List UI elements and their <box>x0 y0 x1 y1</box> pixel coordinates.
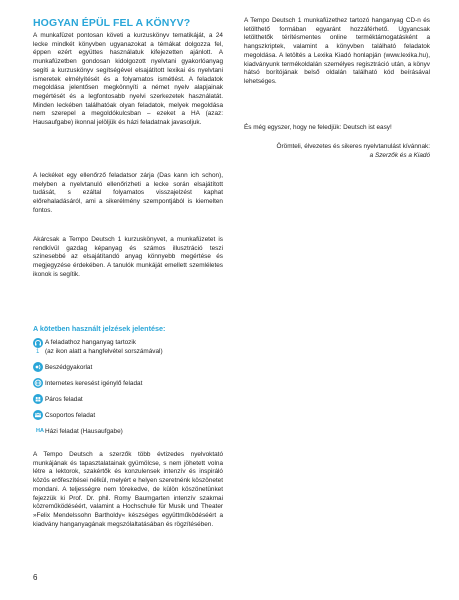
group-icon <box>33 410 43 420</box>
legend-audio-sub: (az ikon alatt a hangfelvétel sorszámával) <box>45 348 163 355</box>
headphones-icon <box>33 338 43 348</box>
page-number: 6 <box>33 573 38 582</box>
acknowledgement-paragraph <box>33 451 223 529</box>
pair-icon <box>33 394 43 404</box>
legend-homework-label: Házi feladat (Hausaufgabe) <box>45 428 123 435</box>
download-paragraph <box>244 17 430 87</box>
right-paragraph-3: Örömteli, élvezetes és sikeres nyelvtanulást kívánnak: <box>276 143 430 150</box>
paragraph-3: Akárcsak a Tempo Deutsch 1 kurzuskönyvet, a munkafüzetet is rendkívül gazdag képanyag és számos illusztráció teszi színesebbé az elsajátítandó anyag könnyebb megértése és megjegyzése érdekében. A tanulók munkáját emellett szemléletes ikonok is segítik. <box>33 236 223 278</box>
intro-paragraph <box>33 32 223 128</box>
paragraph-1: A munkafüzet pontosan követi a kurzuskönyv tematikáját, a 24 lecke mindkét könyvben ugyanazokat a témákat dolgozza fel, éppen ezért együttes használatuk kifejezetten ajánlott. A munkafüzetben gondosan kidolgozott nyelvtani gyakorlóanyag segíti a kurzuskönyv segítségével elsajátított lexikai és nyelvtani ismeretek elmélyítését és a folyamatos ismétlést. A feladatok megoldása jelentősen megkönnyíti a német nyelv alapjainak megértését és a legfontosabb nyelvi szerkezetek használatát. Minden leckében találhatóak olyan feladatok, melyek megoldása nem szerepel a megoldókulcsban – ezeket a HA (azaz: Hausaufgabe) ikonnal jelöljük és házi feladatnak javasoljuk. <box>33 32 223 127</box>
paragraph-2: A leckéket egy ellenőrző feladatsor zárja (Das kann ich schon), melyben a nyelvtanuló ellenőrizheti a lecke során elsajátított tudását, s ezáltal folyamatos visszajelzést kaphat előrehaladásáról, ami a sikerélmény szempontjából is kiemelten fontos. <box>33 172 223 214</box>
paragraph-4: A Tempo Deutsch a szerzők több évtizedes nyelvoktató munkájának és tapasztalatainak gyümölcse, s nem jöhetett volna létre a lektorok, szakértők és konzulensek intenzív és inspiráló közös erőfeszítései nélkül, melyért e helyen szeretnénk köszönetet mondani. A teljességre nem törekedve, de külön köszönetünket fejezzük ki Prof. Dr. phil. Romy Baumgarten intenzív szakmai közreműködéséért, valamint a Hochschule für Musik und Theater »Felix Mendelssohn Bartholdy« készséges együttműködéséért a kiadvány hanganyagának megszólaltatásában és rögzítésében. <box>33 451 223 528</box>
legend-speech-label: Beszédgyakorlat <box>45 364 93 371</box>
legend-pair-label: Páros feladat <box>45 396 83 403</box>
page-heading: HOGYAN ÉPÜL FEL A KÖNYV? <box>33 17 191 29</box>
closing-line <box>244 124 430 133</box>
illustration-paragraph <box>33 236 223 280</box>
ha-icon: HA <box>36 428 44 434</box>
legend-internet-label: Internetes keresést igénylő feladat <box>45 380 143 387</box>
globe-icon <box>33 378 43 388</box>
track-number: 1 <box>36 349 40 355</box>
review-paragraph <box>33 172 223 216</box>
signature: a Szerzők és a Kiadó <box>369 151 430 159</box>
wishes-block <box>244 143 430 160</box>
legend-title: A kötetben használt jelzések jelentése: <box>33 324 166 333</box>
speech-icon <box>33 362 43 372</box>
right-paragraph-2: És még egyszer, hogy ne feledjük: Deutsch ist easy! <box>244 124 392 131</box>
legend-group-label: Csoportos feladat <box>45 412 96 419</box>
right-paragraph-1: A Tempo Deutsch 1 munkafüzethez tartozó hanganyag CD-n és letölthető formában egyaránt hozzáférhető. Ugyancsak letölthetők térítésmentes online terméktámogatásként a hangszkriptek, valamint a könyvben található feladatok megoldása. A letöltés a Lexika Kiadó honlapján (www.lexika.hu), kiadványunk termékoldalán személyes regisztráció után, a könyv hátsó borítójának belső oldalán található kód beírásával lehetséges. <box>244 17 430 85</box>
legend-audio-label: A feladathoz hanganyag tartozik <box>45 339 136 346</box>
